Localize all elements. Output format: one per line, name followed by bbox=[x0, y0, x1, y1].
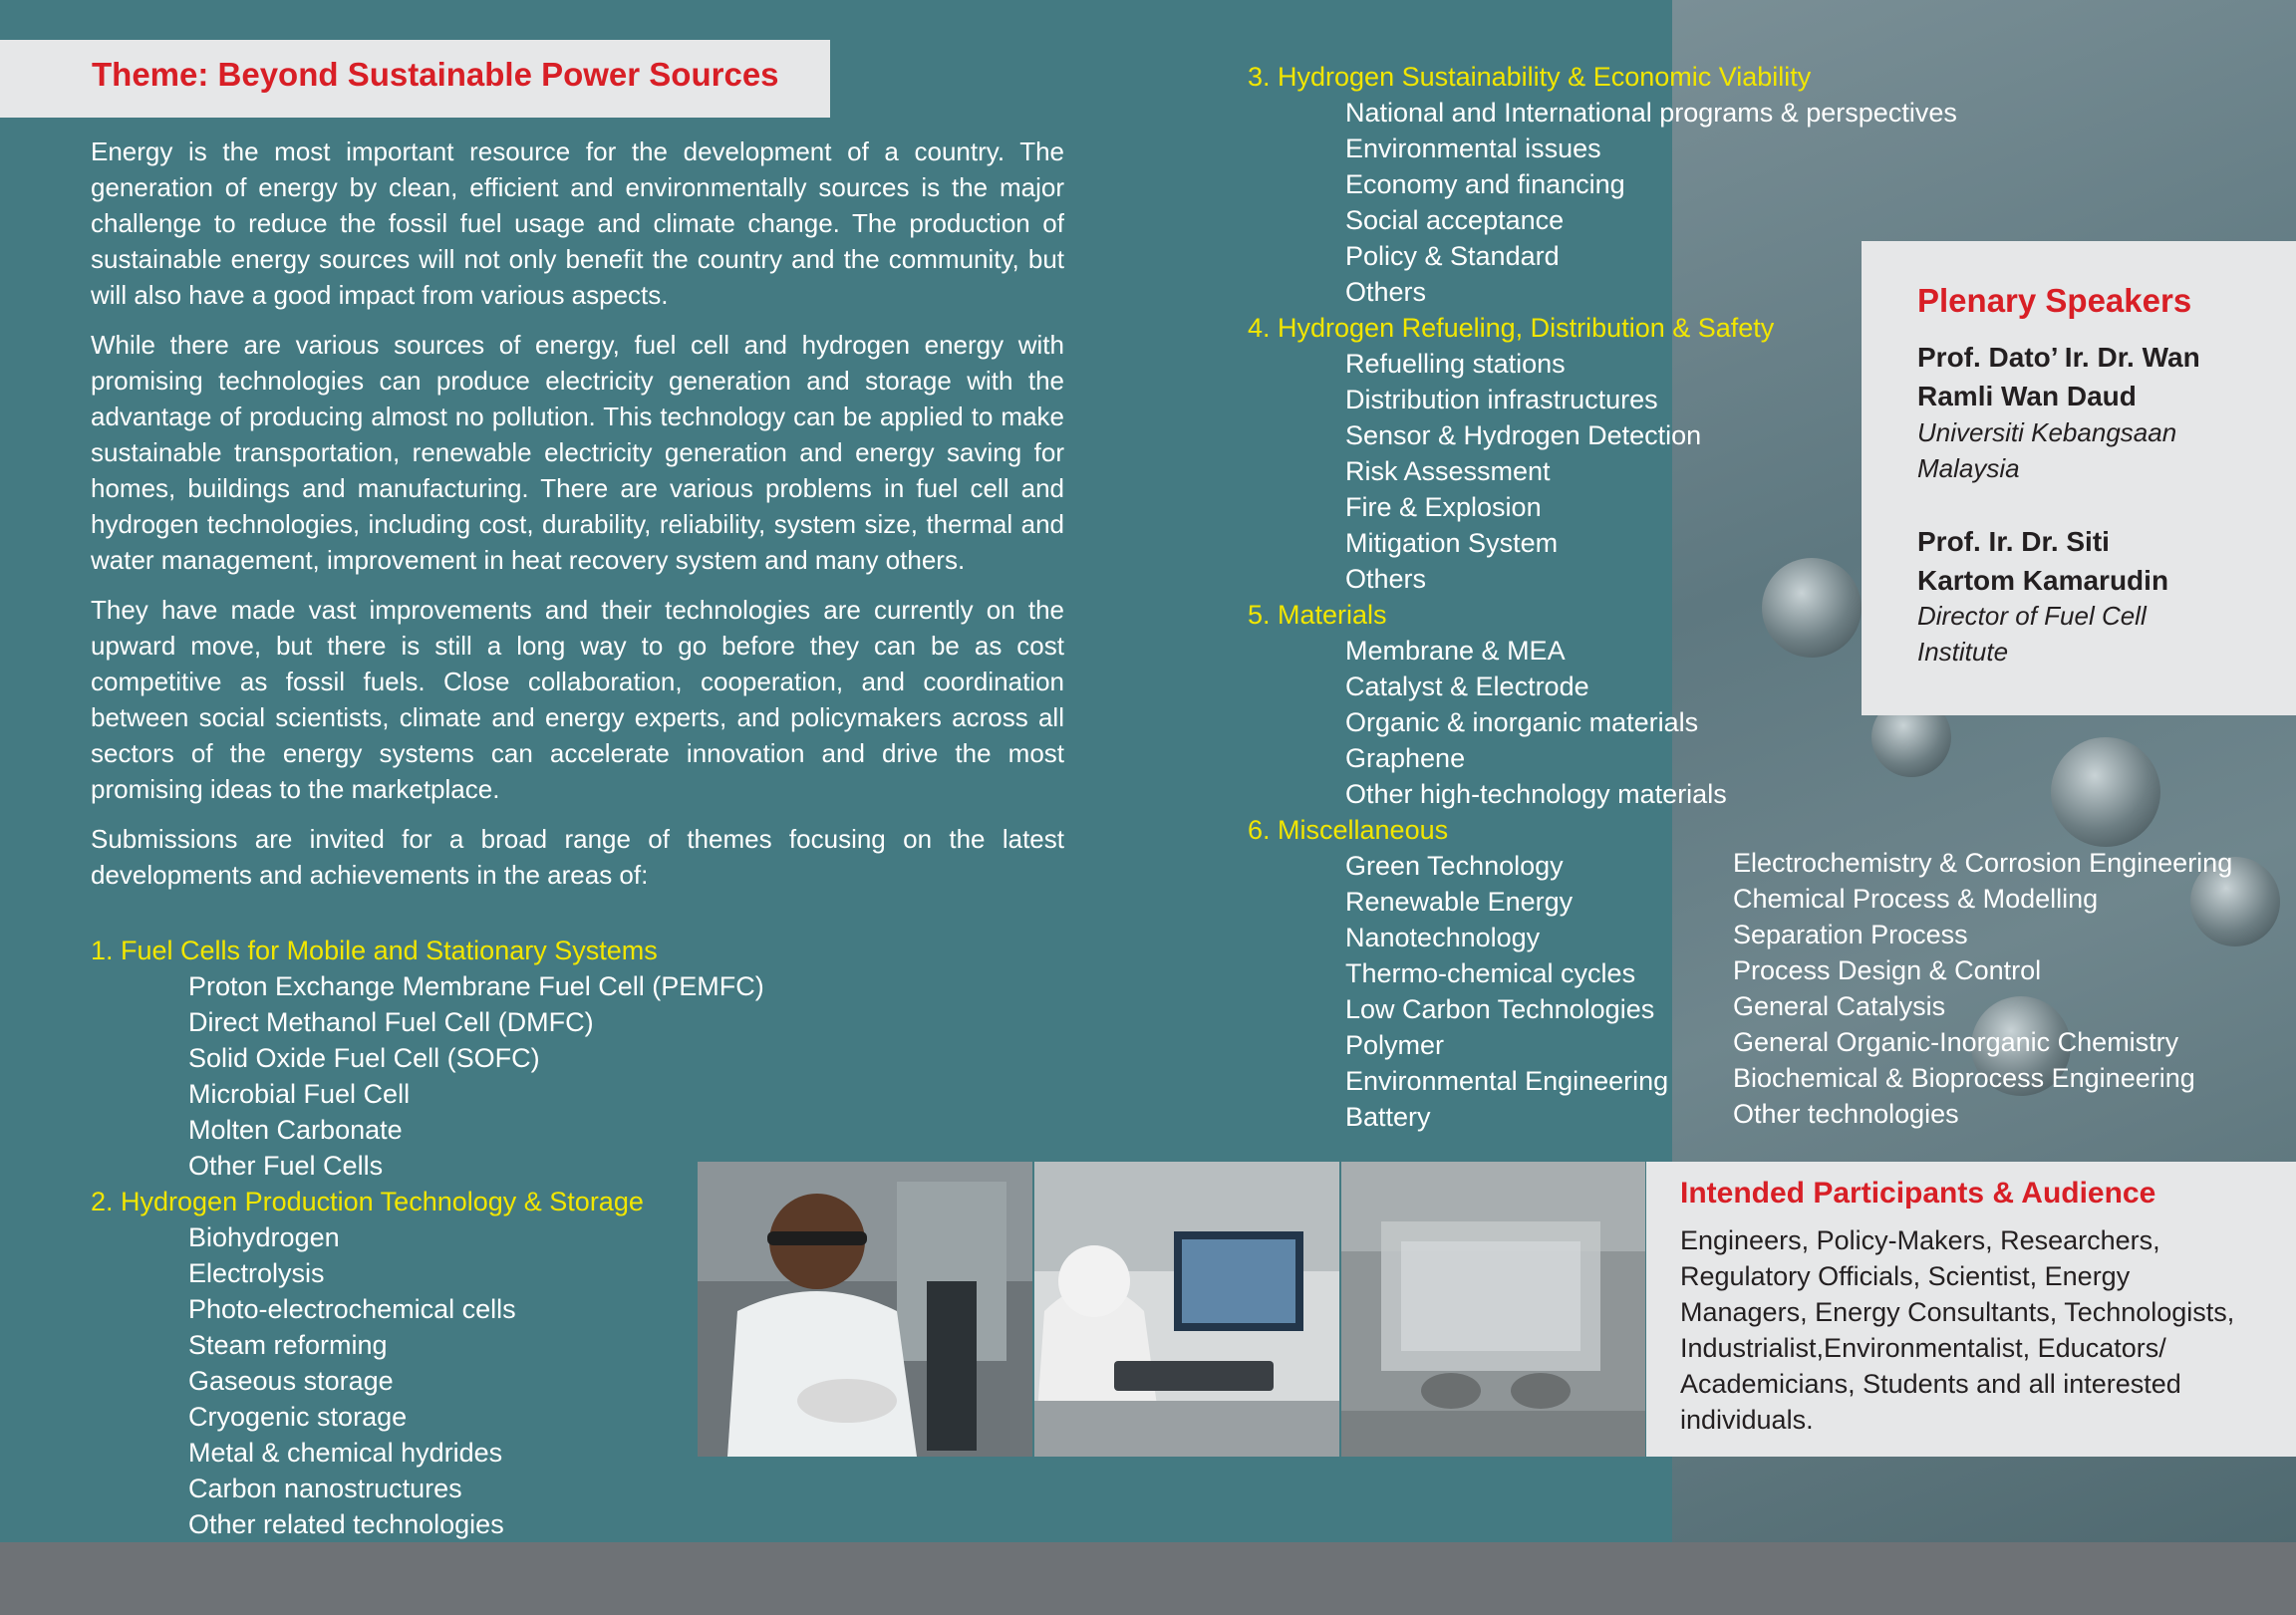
plenary-title: Plenary Speakers bbox=[1917, 282, 2192, 319]
speaker-name-line: Prof. Ir. Dr. Siti bbox=[1917, 526, 2110, 557]
topic-item: National and International programs & perspectives bbox=[1345, 98, 1957, 128]
topic-item: Chemical Process & Modelling bbox=[1733, 884, 2099, 914]
topic-item: Photo-electrochemical cells bbox=[188, 1294, 516, 1324]
intro-paragraph: Submissions are invited for a broad range of themes focusing on the latest developments and achievements in the areas of: bbox=[91, 824, 1064, 890]
topic-item: Fire & Explosion bbox=[1345, 492, 1542, 522]
intro-text bbox=[91, 134, 1064, 893]
intro-paragraph: While there are various sources of energy, fuel cell and hydrogen energy with promising technologies can produce electricity generation and storage with the advantage of producing almost no pollution. This technology can be applied to make sustainable transportation, renewable electricity generation and energy saving for homes, buildings and manufacturing. There are various problems in fuel cell and hydrogen technologies, including cost, durability, reliability, system size, thermal and water management, improvement in heat recovery system and many others. bbox=[91, 330, 1064, 575]
topic-item: Biohydrogen bbox=[188, 1222, 340, 1252]
topic-heading: 1. Fuel Cells for Mobile and Stationary Systems bbox=[91, 936, 658, 965]
topic-heading: 5. Materials bbox=[1248, 600, 1387, 630]
topic-item: Gaseous storage bbox=[188, 1366, 394, 1396]
lab-photo-researcher bbox=[698, 1162, 1032, 1457]
topic-item: Graphene bbox=[1345, 743, 1466, 773]
topic-2 bbox=[91, 1184, 644, 1542]
misc-column-2 bbox=[1733, 845, 2232, 1132]
audience-line: Engineers, Policy-Makers, Researchers, bbox=[1680, 1225, 2160, 1255]
topic-item: Renewable Energy bbox=[1345, 887, 1574, 917]
topic-item: Refuelling stations bbox=[1345, 349, 1566, 379]
topic-item: Steam reforming bbox=[188, 1330, 388, 1360]
topic-item: Economy and financing bbox=[1345, 169, 1625, 199]
topic-item: Other technologies bbox=[1733, 1099, 1959, 1129]
topic-item: Other related technologies bbox=[188, 1509, 504, 1539]
lab-photo-fuel-cell bbox=[1341, 1162, 1645, 1457]
topic-item: Mitigation System bbox=[1345, 528, 1559, 558]
topic-item: General Catalysis bbox=[1733, 991, 1946, 1021]
topic-item: Thermo-chemical cycles bbox=[1345, 958, 1636, 988]
topic-item: Others bbox=[1345, 277, 1427, 307]
speaker-name-line: Ramli Wan Daud bbox=[1917, 381, 2137, 411]
theme-title: Theme: Beyond Sustainable Power Sources bbox=[92, 56, 779, 93]
topic-item: Molten Carbonate bbox=[188, 1115, 403, 1145]
topic-item: Direct Methanol Fuel Cell (DMFC) bbox=[188, 1007, 594, 1037]
topic-item: Policy & Standard bbox=[1345, 241, 1560, 271]
topic-heading: 3. Hydrogen Sustainability & Economic Viability bbox=[1248, 62, 1812, 92]
topic-item: Other high-technology materials bbox=[1345, 779, 1727, 809]
intro-paragraph: They have made vast improvements and their technologies are currently on the upward move, but there is still a long way to go before they can be as cost competitive as fossil fuels. Close collaboration, cooperation, and coordination between social scientists, climate and energy experts, and policymakers across all sectors of the energy systems can accelerate innovation and drive the most promising ideas to the marketplace. bbox=[91, 595, 1064, 804]
audience-text bbox=[1680, 1222, 2258, 1438]
speaker-name bbox=[1917, 338, 2200, 415]
bottom-strip bbox=[0, 1542, 2296, 1615]
topic-item: Microbial Fuel Cell bbox=[188, 1079, 411, 1109]
intro-paragraph: Energy is the most important resource for the development of a country. The generation of energy by clean, efficient and environmentally sources is the major challenge to reduce the fossil fuel usage and climate change. The production of sustainable energy sources will not only benefit the country and the community, but will also have a good impact from various aspects. bbox=[91, 136, 1064, 310]
topic-item: General Organic-Inorganic Chemistry bbox=[1733, 1027, 2179, 1057]
topic-item: Cryogenic storage bbox=[188, 1402, 408, 1432]
audience-line: individuals. bbox=[1680, 1405, 1814, 1435]
topic-item: Social acceptance bbox=[1345, 205, 1565, 235]
topic-item: Others bbox=[1345, 564, 1427, 594]
speaker-affiliation-line: Universiti Kebangsaan bbox=[1917, 417, 2177, 447]
speaker-affiliation-line: Institute bbox=[1917, 637, 2009, 667]
speaker-name bbox=[1917, 522, 2168, 600]
topic-item: Other Fuel Cells bbox=[188, 1151, 384, 1181]
topic-item: Low Carbon Technologies bbox=[1345, 994, 1655, 1024]
speaker-affiliation bbox=[1917, 414, 2176, 486]
topic-item: Separation Process bbox=[1733, 920, 1968, 949]
topic-item: Proton Exchange Membrane Fuel Cell (PEMFC) bbox=[188, 971, 764, 1001]
topic-item: Environmental Engineering bbox=[1345, 1066, 1669, 1096]
topic-item: Nanotechnology bbox=[1345, 923, 1541, 952]
topic-item: Sensor & Hydrogen Detection bbox=[1345, 420, 1702, 450]
topic-item: Biochemical & Bioprocess Engineering bbox=[1733, 1063, 2195, 1093]
speaker-name-line: Prof. Dato’ Ir. Dr. Wan bbox=[1917, 342, 2200, 373]
topic-heading: 2. Hydrogen Production Technology & Storage bbox=[91, 1187, 644, 1216]
audience-line: Industrialist,Environmentalist, Educators/ bbox=[1680, 1333, 2166, 1363]
audience-line: Managers, Energy Consultants, Technologists, bbox=[1680, 1297, 2235, 1327]
topic-item: Distribution infrastructures bbox=[1345, 385, 1658, 414]
topic-item: Environmental issues bbox=[1345, 134, 1601, 163]
topic-item: Solid Oxide Fuel Cell (SOFC) bbox=[188, 1043, 540, 1073]
topic-item: Electrolysis bbox=[188, 1258, 325, 1288]
topic-item: Carbon nanostructures bbox=[188, 1474, 462, 1503]
topic-item: Process Design & Control bbox=[1733, 955, 2042, 985]
speaker-affiliation-line: Director of Fuel Cell bbox=[1917, 601, 2147, 631]
topic-item: Electrochemistry & Corrosion Engineering bbox=[1733, 848, 2233, 878]
speaker-affiliation bbox=[1917, 598, 2147, 670]
topic-heading: 6. Miscellaneous bbox=[1248, 815, 1449, 845]
topic-item: Membrane & MEA bbox=[1345, 636, 1566, 666]
audience-title: Intended Participants & Audience bbox=[1680, 1177, 2156, 1210]
topic-item: Metal & chemical hydrides bbox=[188, 1438, 503, 1468]
topic-item: Battery bbox=[1345, 1102, 1431, 1132]
photo-strip bbox=[698, 1162, 1645, 1457]
lab-photo-computer bbox=[1034, 1162, 1339, 1457]
audience-line: Academicians, Students and all interested bbox=[1680, 1369, 2181, 1399]
topic-1 bbox=[91, 933, 764, 1184]
topic-item: Green Technology bbox=[1345, 851, 1564, 881]
topic-item: Catalyst & Electrode bbox=[1345, 672, 1589, 701]
audience-line: Regulatory Officials, Scientist, Energy bbox=[1680, 1261, 2131, 1291]
speaker-affiliation-line: Malaysia bbox=[1917, 453, 2020, 483]
topic-item: Risk Assessment bbox=[1345, 456, 1551, 486]
topic-heading: 4. Hydrogen Refueling, Distribution & Safety bbox=[1248, 313, 1775, 343]
topic-item: Organic & inorganic materials bbox=[1345, 707, 1699, 737]
topic-item: Polymer bbox=[1345, 1030, 1445, 1060]
speaker-name-line: Kartom Kamarudin bbox=[1917, 565, 2169, 596]
